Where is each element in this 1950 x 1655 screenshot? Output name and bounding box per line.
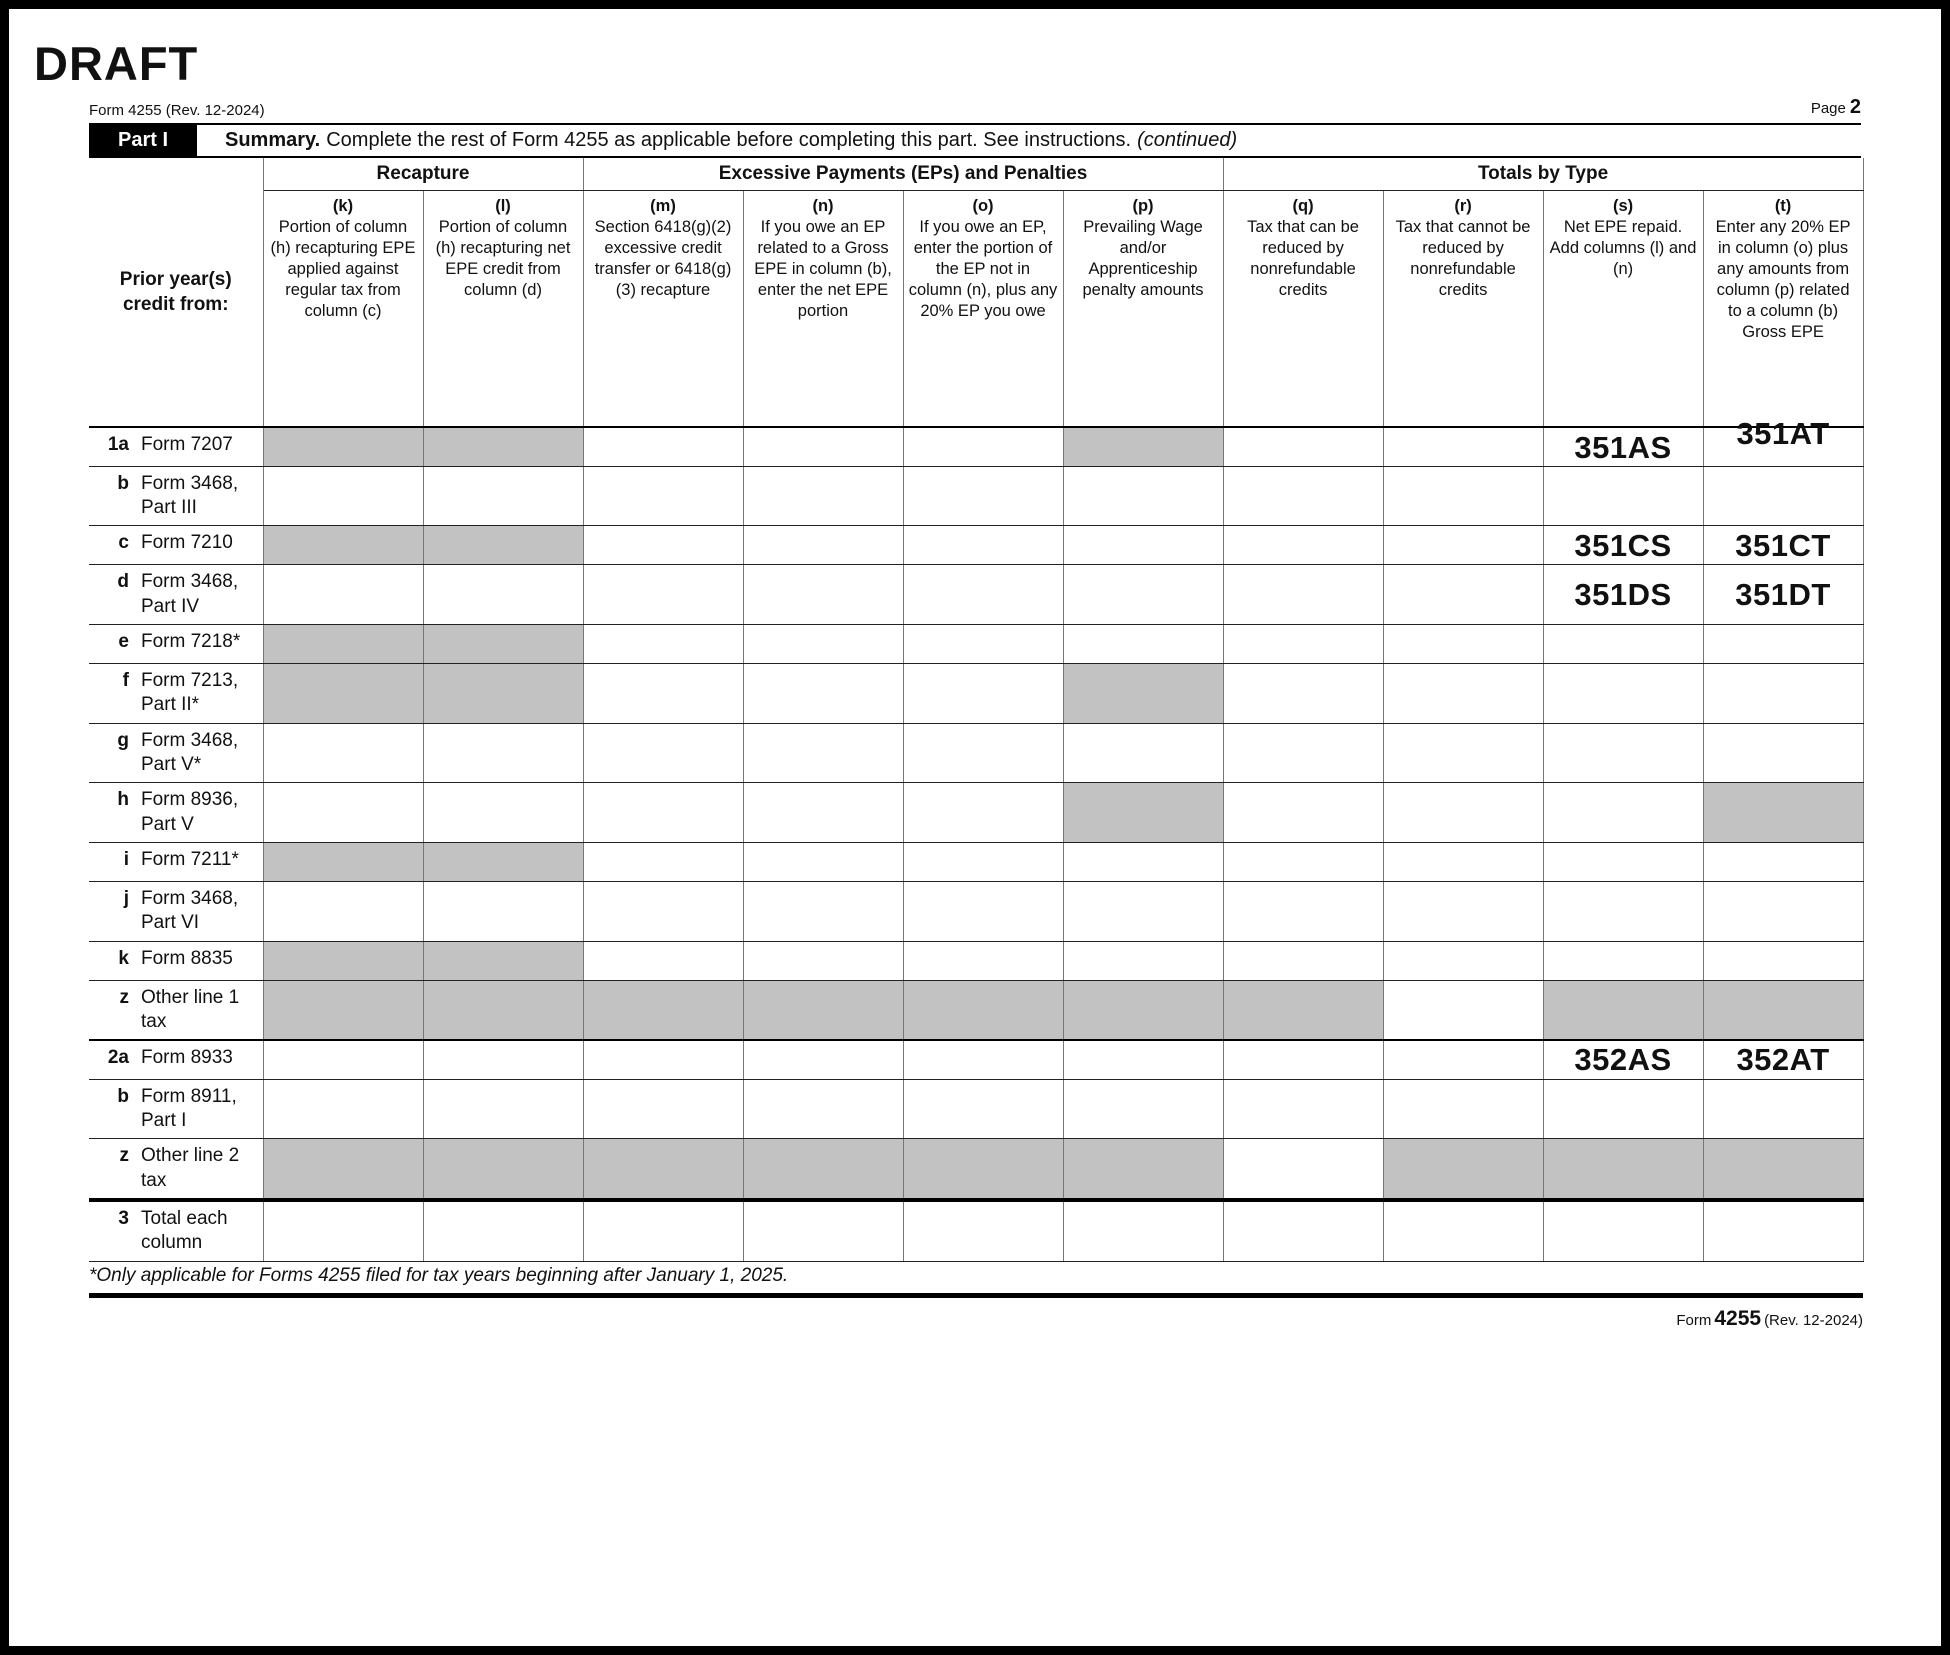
cell-e-r[interactable]: [1383, 625, 1543, 664]
stub-header: Prior year(s) credit from:: [89, 158, 263, 427]
cell-b-m[interactable]: [583, 1079, 743, 1139]
row-form-name: Form 7207: [141, 434, 233, 456]
cell-z-o-shaded: [903, 980, 1063, 1040]
row-number: k: [118, 947, 129, 969]
row-label-8-i: [89, 842, 263, 881]
cell-1a-k-shaded: [263, 427, 423, 466]
group-header-recapture: Recapture: [263, 158, 583, 191]
column-header-row: [89, 191, 1863, 428]
cell-z-p-shaded: [1063, 980, 1223, 1040]
cell-h-k[interactable]: [263, 783, 423, 843]
col-header-o: (o) If you owe an EP, enter the portion of the EP not in column (n), plus any 20% EP you owe: [903, 191, 1063, 428]
table-row-12-2a: [89, 1040, 1863, 1079]
cell-2a-l[interactable]: [423, 1040, 583, 1079]
cell-k-t[interactable]: [1703, 941, 1863, 980]
table-row-4-e: [89, 625, 1863, 664]
cell-i-s[interactable]: [1543, 842, 1703, 881]
col-header-s: (s) Net EPE repaid. Add columns (l) and (n): [1543, 191, 1703, 428]
row-form-name: Form 8911, Part I: [141, 1085, 237, 1132]
cell-k-n[interactable]: [743, 941, 903, 980]
row-label-10-k: [89, 941, 263, 980]
row-label-5-f: [89, 664, 263, 724]
cell-2a-o[interactable]: [903, 1040, 1063, 1079]
row-number: z: [119, 986, 129, 1008]
cell-z-q-shaded: [1223, 980, 1383, 1040]
row-number: b: [117, 472, 129, 494]
draft-watermark: DRAFT: [34, 37, 199, 90]
cell-j-o[interactable]: [903, 881, 1063, 941]
draft-code-351DS: 351DS: [1574, 577, 1672, 613]
cell-d-t[interactable]: [1703, 565, 1863, 625]
cell-h-n[interactable]: [743, 783, 903, 843]
row-label-1-b: [89, 466, 263, 526]
cell-z-l-shaded: [423, 1139, 583, 1200]
cell-2a-m[interactable]: [583, 1040, 743, 1079]
cell-k-m[interactable]: [583, 941, 743, 980]
cell-2a-p[interactable]: [1063, 1040, 1223, 1079]
cell-f-r[interactable]: [1383, 664, 1543, 724]
cell-g-m[interactable]: [583, 723, 743, 783]
cell-k-s[interactable]: [1543, 941, 1703, 980]
cell-g-o[interactable]: [903, 723, 1063, 783]
cell-g-r[interactable]: [1383, 723, 1543, 783]
row-label-12-2a: [89, 1040, 263, 1079]
row-number: d: [117, 571, 129, 593]
cell-d-p[interactable]: [1063, 565, 1223, 625]
cell-e-t[interactable]: [1703, 625, 1863, 664]
cell-b-r[interactable]: [1383, 466, 1543, 526]
table-row-8-i: [89, 842, 1863, 881]
col-header-k: (k) Portion of column (h) recapturing EPE applied against regular tax from column (c): [263, 191, 423, 428]
cell-z-o-shaded: [903, 1139, 1063, 1200]
summary-table: [89, 158, 1864, 1261]
group-header-row: [89, 158, 1863, 191]
cell-d-r[interactable]: [1383, 565, 1543, 625]
cell-z-s-shaded: [1543, 1139, 1703, 1200]
col-header-r: (r) Tax that cannot be reduced by nonrefundable credits: [1383, 191, 1543, 428]
table-row-14-z: [89, 1139, 1863, 1200]
cell-b-r[interactable]: [1383, 1079, 1543, 1139]
table-row-3-d: [89, 565, 1863, 625]
footnote: *Only applicable for Forms 4255 filed for tax years beginning after January 1, 2025.: [89, 1262, 1863, 1298]
cell-z-p-shaded: [1063, 1139, 1223, 1200]
cell-f-m[interactable]: [583, 664, 743, 724]
cell-z-k-shaded: [263, 1139, 423, 1200]
draft-code-352AS: 352AS: [1574, 1042, 1672, 1078]
cell-f-k-shaded: [263, 664, 423, 724]
row-number: c: [118, 532, 129, 554]
row-form-name: Form 7213, Part II*: [141, 670, 239, 716]
cell-i-t[interactable]: [1703, 842, 1863, 881]
cell-c-l-shaded: [423, 526, 583, 565]
group-header-totals-by-type: Totals by Type: [1223, 158, 1863, 191]
col-header-t: (t) Enter any 20% EP in column (o) plus any amounts from column (p) related to a column (b) Gross EPE: [1703, 191, 1863, 428]
cell-1a-t[interactable]: [1703, 415, 1863, 466]
cell-j-t[interactable]: [1703, 881, 1863, 941]
cell-b-n[interactable]: [743, 466, 903, 526]
part-header-row: [89, 123, 1861, 158]
table-row-1-b: [89, 466, 1863, 526]
row-number: i: [123, 848, 129, 870]
row-number: h: [117, 789, 129, 811]
table-row-5-f: [89, 664, 1863, 724]
cell-z-l-shaded: [423, 980, 583, 1040]
cell-d-k[interactable]: [263, 565, 423, 625]
cell-b-s[interactable]: [1543, 466, 1703, 526]
row-label-3-d: [89, 565, 263, 625]
row-number: 2a: [107, 1047, 129, 1069]
cell-h-t-shaded: [1703, 783, 1863, 843]
row-form-name: Other line 2 tax: [141, 1145, 240, 1191]
cell-h-l[interactable]: [423, 783, 583, 843]
cell-c-r[interactable]: [1383, 526, 1543, 565]
draft-code-351CT: 351CT: [1735, 527, 1831, 563]
cell-z-n-shaded: [743, 1139, 903, 1200]
row-label-6-g: [89, 723, 263, 783]
row-form-name: Total each column: [141, 1207, 228, 1254]
draft-code-351AS: 351AS: [1574, 429, 1672, 465]
cell-j-k[interactable]: [263, 881, 423, 941]
part-title-bold: Summary.: [225, 129, 321, 152]
cell-h-p-shaded: [1063, 783, 1223, 843]
part-badge: Part I: [89, 125, 197, 156]
cell-1a-l-shaded: [423, 427, 583, 466]
table-row-10-k: [89, 941, 1863, 980]
cell-1a-o[interactable]: [903, 427, 1063, 466]
cell-f-o[interactable]: [903, 664, 1063, 724]
cell-b-o[interactable]: [903, 1079, 1063, 1139]
part-title-continued: (continued): [1137, 129, 1238, 152]
cell-3-s[interactable]: [1543, 1200, 1703, 1261]
page-number: 2: [1849, 96, 1861, 119]
cell-g-s[interactable]: [1543, 723, 1703, 783]
row-form-name: Form 8936, Part V: [141, 789, 239, 835]
cell-c-t[interactable]: [1703, 526, 1863, 565]
col-header-n: (n) If you owe an EP related to a Gross EPE in column (b), enter the net EPE portion: [743, 191, 903, 428]
row-form-name: Form 8933: [141, 1047, 233, 1069]
table-row-0-1a: [89, 427, 1863, 466]
cell-z-m-shaded: [583, 1139, 743, 1200]
cell-i-p[interactable]: [1063, 842, 1223, 881]
cell-e-o[interactable]: [903, 625, 1063, 664]
row-form-name: Other line 1 tax: [141, 986, 240, 1032]
row-number: b: [117, 1085, 129, 1107]
cell-b-q[interactable]: [1223, 1079, 1383, 1139]
cell-d-o[interactable]: [903, 565, 1063, 625]
cell-b-t[interactable]: [1703, 466, 1863, 526]
part-title-text: Complete the rest of Form 4255 as applicable before completing this part. See instructions.: [326, 129, 1132, 152]
cell-e-k-shaded: [263, 625, 423, 664]
cell-g-n[interactable]: [743, 723, 903, 783]
part-title: [197, 125, 1237, 156]
row-label-15-3: [89, 1200, 263, 1261]
cell-1a-s[interactable]: [1543, 427, 1703, 466]
cell-k-r[interactable]: [1383, 941, 1543, 980]
cell-j-m[interactable]: [583, 881, 743, 941]
cell-j-q[interactable]: [1223, 881, 1383, 941]
row-form-name: Form 8835: [141, 947, 233, 969]
row-number: j: [123, 887, 129, 909]
cell-e-p[interactable]: [1063, 625, 1223, 664]
row-form-name: Form 3468, Part VI: [141, 887, 239, 934]
table-row-9-j: [89, 881, 1863, 941]
row-form-name: Form 7218*: [141, 631, 241, 653]
col-header-p: (p) Prevailing Wage and/or Apprenticeship penalty amounts: [1063, 191, 1223, 428]
draft-code-351DT: 351DT: [1735, 577, 1831, 613]
cell-z-s-shaded: [1543, 980, 1703, 1040]
cell-k-k-shaded: [263, 941, 423, 980]
cell-3-r[interactable]: [1383, 1200, 1543, 1261]
cell-g-k[interactable]: [263, 723, 423, 783]
cell-e-l-shaded: [423, 625, 583, 664]
row-label-13-b: [89, 1079, 263, 1139]
cell-e-n[interactable]: [743, 625, 903, 664]
row-label-11-z: [89, 980, 263, 1040]
cell-d-n[interactable]: [743, 565, 903, 625]
cell-3-q[interactable]: [1223, 1200, 1383, 1261]
cell-2a-r[interactable]: [1383, 1040, 1543, 1079]
cell-i-n[interactable]: [743, 842, 903, 881]
draft-code-351CS: 351CS: [1574, 527, 1672, 563]
row-label-14-z: [89, 1139, 263, 1200]
row-number: z: [119, 1145, 129, 1167]
cell-j-p[interactable]: [1063, 881, 1223, 941]
cell-3-p[interactable]: [1063, 1200, 1223, 1261]
form-id-bottom: [89, 1307, 1863, 1331]
cell-j-l[interactable]: [423, 881, 583, 941]
cell-k-o[interactable]: [903, 941, 1063, 980]
cell-i-r[interactable]: [1383, 842, 1543, 881]
cell-b-l[interactable]: [423, 1079, 583, 1139]
cell-1a-r[interactable]: [1383, 427, 1543, 466]
cell-b-n[interactable]: [743, 1079, 903, 1139]
table-row-13-b: [89, 1079, 1863, 1139]
cell-b-m[interactable]: [583, 466, 743, 526]
cell-3-l[interactable]: [423, 1200, 583, 1261]
cell-h-m[interactable]: [583, 783, 743, 843]
cell-b-k[interactable]: [263, 466, 423, 526]
cell-k-q[interactable]: [1223, 941, 1383, 980]
cell-c-p[interactable]: [1063, 526, 1223, 565]
row-form-name: Form 7211*: [141, 848, 239, 870]
cell-z-r-shaded: [1383, 1139, 1543, 1200]
row-form-name: Form 3468, Part V*: [141, 729, 239, 776]
cell-2a-q[interactable]: [1223, 1040, 1383, 1079]
cell-i-k-shaded: [263, 842, 423, 881]
row-number: 3: [118, 1207, 129, 1229]
cell-h-q[interactable]: [1223, 783, 1383, 843]
cell-3-m[interactable]: [583, 1200, 743, 1261]
draft-code-352AT: 352AT: [1736, 1042, 1830, 1078]
cell-1a-m[interactable]: [583, 427, 743, 466]
cell-d-q[interactable]: [1223, 565, 1383, 625]
cell-z-r[interactable]: [1383, 980, 1543, 1040]
cell-f-s[interactable]: [1543, 664, 1703, 724]
cell-e-s[interactable]: [1543, 625, 1703, 664]
cell-j-r[interactable]: [1383, 881, 1543, 941]
page-label: Page: [1810, 100, 1846, 118]
cell-d-s[interactable]: [1543, 565, 1703, 625]
row-number: g: [117, 729, 129, 751]
cell-z-m-shaded: [583, 980, 743, 1040]
row-number: 1a: [107, 434, 129, 456]
col-header-m: (m) Section 6418(g)(2) excessive credit transfer or 6418(g)(3) recapture: [583, 191, 743, 428]
cell-b-k[interactable]: [263, 1079, 423, 1139]
cell-i-o[interactable]: [903, 842, 1063, 881]
cell-3-o[interactable]: [903, 1200, 1063, 1261]
draft-code-351AT: 351AT: [1736, 415, 1830, 451]
cell-f-t[interactable]: [1703, 664, 1863, 724]
row-label-0-1a: [89, 427, 263, 466]
cell-2a-t[interactable]: [1703, 1040, 1863, 1079]
cell-3-n[interactable]: [743, 1200, 903, 1261]
cell-1a-p-shaded: [1063, 427, 1223, 466]
cell-j-n[interactable]: [743, 881, 903, 941]
cell-b-o[interactable]: [903, 466, 1063, 526]
form-number: 4255: [1714, 1306, 1762, 1330]
cell-c-k-shaded: [263, 526, 423, 565]
cell-e-q[interactable]: [1223, 625, 1383, 664]
cell-g-t[interactable]: [1703, 723, 1863, 783]
cell-1a-n[interactable]: [743, 427, 903, 466]
table-row-15-3: [89, 1200, 1863, 1261]
group-header-excessive-payments: Excessive Payments (EPs) and Penalties: [583, 158, 1223, 191]
cell-h-o[interactable]: [903, 783, 1063, 843]
cell-f-l-shaded: [423, 664, 583, 724]
cell-k-l-shaded: [423, 941, 583, 980]
row-form-name: Form 7210: [141, 532, 233, 554]
form-header: [89, 96, 1861, 119]
cell-g-q[interactable]: [1223, 723, 1383, 783]
form-revision: (Rev. 12-2024): [1764, 1311, 1863, 1329]
row-number: e: [118, 631, 129, 653]
table-row-11-z: [89, 980, 1863, 1040]
row-label-4-e: [89, 625, 263, 664]
cell-g-l[interactable]: [423, 723, 583, 783]
cell-2a-n[interactable]: [743, 1040, 903, 1079]
table-row-2-c: [89, 526, 1863, 565]
cell-h-s[interactable]: [1543, 783, 1703, 843]
cell-z-q[interactable]: [1223, 1139, 1383, 1200]
cell-c-s[interactable]: [1543, 526, 1703, 565]
cell-c-o[interactable]: [903, 526, 1063, 565]
cell-f-q[interactable]: [1223, 664, 1383, 724]
cell-i-m[interactable]: [583, 842, 743, 881]
cell-d-m[interactable]: [583, 565, 743, 625]
row-number: f: [122, 670, 129, 692]
table-row-7-h: [89, 783, 1863, 843]
cell-f-n[interactable]: [743, 664, 903, 724]
cell-c-q[interactable]: [1223, 526, 1383, 565]
page-indicator: [1811, 96, 1861, 119]
cell-b-p[interactable]: [1063, 466, 1223, 526]
col-header-q: (q) Tax that can be reduced by nonrefundable credits: [1223, 191, 1383, 428]
cell-c-n[interactable]: [743, 526, 903, 565]
cell-3-k[interactable]: [263, 1200, 423, 1261]
form-id-top: Form 4255 (Rev. 12-2024): [89, 102, 265, 120]
cell-h-r[interactable]: [1383, 783, 1543, 843]
col-header-l: (l) Portion of column (h) recapturing net EPE credit from column (d): [423, 191, 583, 428]
cell-f-p-shaded: [1063, 664, 1223, 724]
cell-2a-s[interactable]: [1543, 1040, 1703, 1079]
row-label-2-c: [89, 526, 263, 565]
row-form-name: Form 3468, Part III: [141, 472, 239, 519]
cell-b-q[interactable]: [1223, 466, 1383, 526]
cell-z-t-shaded: [1703, 1139, 1863, 1200]
form-word: Form: [1676, 1311, 1712, 1329]
cell-c-m[interactable]: [583, 526, 743, 565]
cell-g-p[interactable]: [1063, 723, 1223, 783]
cell-i-l-shaded: [423, 842, 583, 881]
cell-b-t[interactable]: [1703, 1079, 1863, 1139]
cell-i-q[interactable]: [1223, 842, 1383, 881]
cell-j-s[interactable]: [1543, 881, 1703, 941]
cell-z-n-shaded: [743, 980, 903, 1040]
form-table-body: [89, 415, 1863, 1261]
cell-e-m[interactable]: [583, 625, 743, 664]
table-row-6-g: [89, 723, 1863, 783]
cell-1a-q[interactable]: [1223, 427, 1383, 466]
cell-b-s[interactable]: [1543, 1079, 1703, 1139]
cell-z-k-shaded: [263, 980, 423, 1040]
cell-d-l[interactable]: [423, 565, 583, 625]
cell-b-l[interactable]: [423, 466, 583, 526]
row-label-9-j: [89, 881, 263, 941]
cell-k-p[interactable]: [1063, 941, 1223, 980]
row-label-7-h: [89, 783, 263, 843]
cell-3-t[interactable]: [1703, 1200, 1863, 1261]
cell-z-t-shaded: [1703, 980, 1863, 1040]
row-form-name: Form 3468, Part IV: [141, 571, 239, 617]
cell-b-p[interactable]: [1063, 1079, 1223, 1139]
cell-2a-k[interactable]: [263, 1040, 423, 1079]
